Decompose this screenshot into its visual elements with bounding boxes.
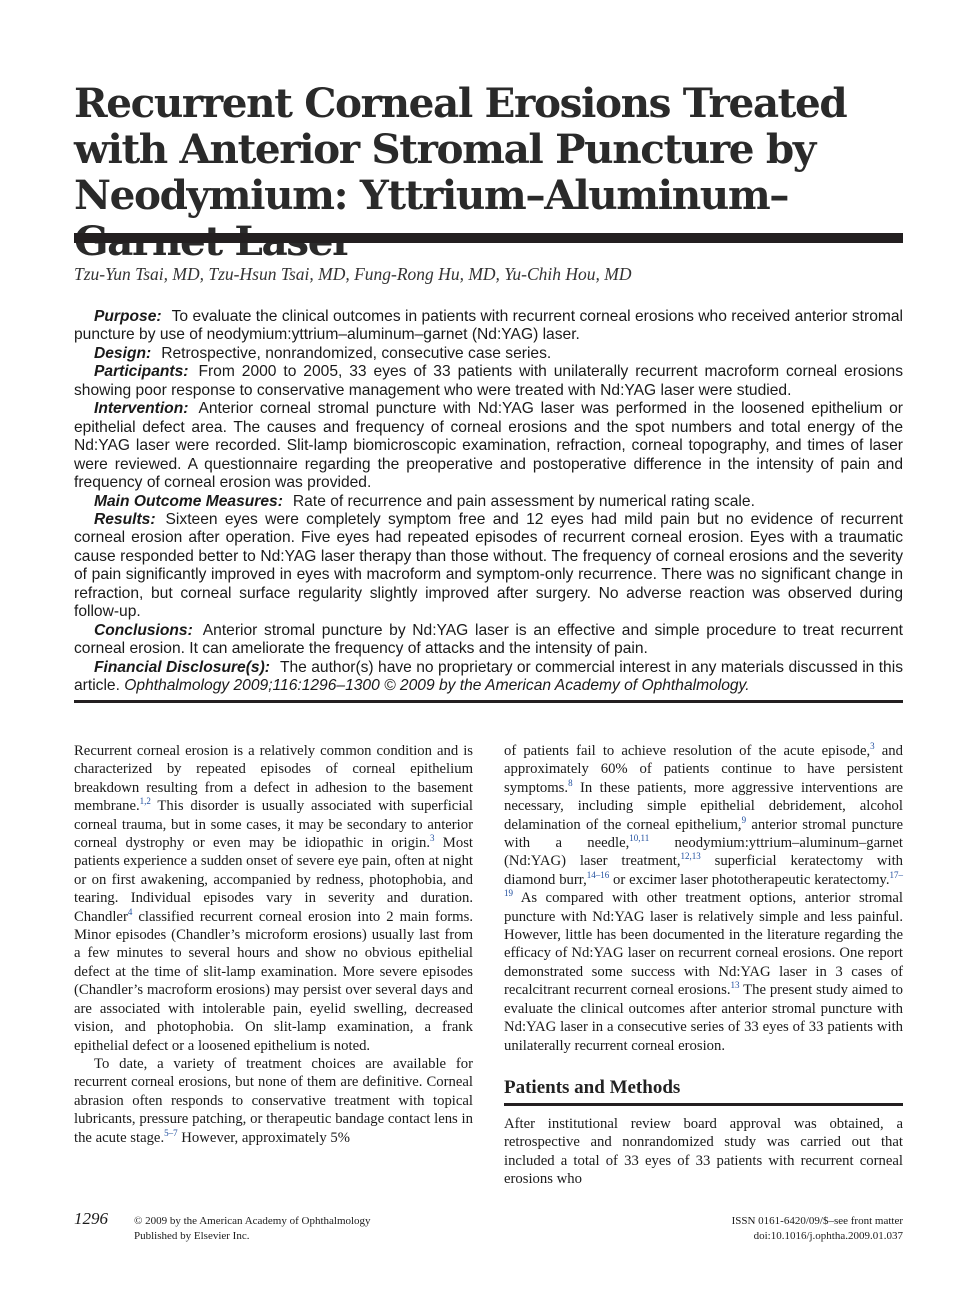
body-text: The present study aimed to evaluate the clinical outcomes after anterior stromal puncture with Nd:YAG laser in a consecutive series of 33 eyes of 33 patients with unilaterally recurrent corneal erosion. [504, 982, 904, 1054]
body-text: superficial keratectomy with diamond burr, [504, 853, 903, 888]
body-text: of patients fail to achieve resolution of the acute episode, [504, 743, 871, 759]
citation-ref[interactable]: 9 [741, 814, 747, 825]
intervention-text: Anterior corneal stromal puncture with Nd:YAG laser was performed in the loosened epithelium or epithelial defect area. The causes and frequency of corneal erosions and the spot numbers and total energy of the Nd:YAG laser were recorded. Slit-lamp biomicroscopic examination, refraction, corneal topography, and times of laser were reviewed. A questionnaire regarding the preoperative and postoperative difference in the intensity of pain and frequency of corneal erosion was provided. [74, 400, 903, 492]
body-text: In these patients, more aggressive interventions are necessary, including simple epithelial debridement, alcohol delamination of the corneal epithelium, [504, 779, 903, 833]
body-text: This disorder is usually associated with superficial corneal trauma, but in some cases, it may be secondary to anterior corneal dystrophy or even may be idiopathic in origin. [74, 798, 473, 852]
outcome-label: Main Outcome Measures: [94, 492, 283, 510]
abstract-purpose [74, 308, 903, 345]
body-text: However, approximately 5% [177, 1129, 350, 1146]
author-list: Tzu-Yun Tsai, MD, Tzu-Hsun Tsai, MD, Fung-Rong Hu, MD, Yu-Chih Hou, MD [74, 264, 632, 284]
abstract-disclosure [74, 659, 903, 696]
citation-ref[interactable]: 14–16 [586, 869, 610, 880]
body-text: Recurrent corneal erosion is a relatively common condition and is characterized by repeated episodes of corneal epithelium breakdown resulting from a defect in adhesion to the basement membrane. [74, 743, 473, 815]
body-text: To date, a variety of treatment choices are available for recurrent corneal erosions, but none of them are definitive. Corneal abrasion often responds to conservative treatment with topical lubricants, pressure patching, or therapeutic bandage contact lens in the acute stage. [74, 1055, 473, 1146]
body-column-left [74, 742, 473, 1147]
citation-ref[interactable]: 5–7 [164, 1127, 178, 1138]
footer-copyright-block [134, 1214, 371, 1244]
article-title: Recurrent Corneal Erosions Treated with Anterior Stromal Puncture by Neodymium: Yttrium–Aluminum– [74, 79, 847, 219]
results-label: Results: [94, 510, 156, 528]
abstract-rule [74, 700, 903, 703]
page-number: 1296 [74, 1209, 108, 1228]
citation-ref[interactable]: 17–19 [504, 869, 903, 899]
footer-identifiers [732, 1214, 903, 1244]
section-heading-patients-methods: Patients and Methods [504, 1076, 903, 1106]
abstract-results [74, 511, 903, 622]
methods-paragraph-1: After institutional review board approval was obtained, a retrospective and nonrandomized study was carried out that included a total of 33 eyes of 33 patients with recurrent corneal erosions who [504, 1115, 903, 1188]
body-text: and approximately 60% of patients continue to have persistent symptoms. [504, 743, 903, 796]
abstract-conclusions [74, 622, 903, 659]
footer-issn: ISSN 0161-6420/09/$–see front matter [731, 1215, 903, 1227]
purpose-label: Purpose: [94, 308, 162, 325]
citation-ref[interactable]: 4 [127, 906, 133, 917]
title-rule [74, 233, 903, 243]
intervention-label: Intervention: [94, 400, 189, 418]
disclosure-text: The author(s) have no proprietary or commercial interest in any materials discussed in this article. [74, 658, 903, 695]
results-text: Sixteen eyes were completely symptom free and 12 eyes had mild pain but no evidence of recurrent corneal erosion after operation. Five eyes had repeated episodes of recurrent corneal erosion. Eyes with a traumatic cause responded better to Nd:YAG laser therapy than those without. The frequency of corneal erosions and the severity of pain significantly improved in eyes with macroform and symptom-only recurrence. There was no significant change in refraction, but corneal surface regularity slightly improved after surgery. No adverse reaction was observed during follow-up. [74, 510, 903, 621]
citation-ref[interactable]: 3 [870, 741, 875, 751]
body-text: or excimer laser phototherapeutic keratectomy. [609, 871, 890, 888]
conclusions-text: Anterior stromal puncture by Nd:YAG laser is an effective and simple procedure to treat recurrent corneal erosion. It can ameliorate the frequency of attacks and the intensity of pain. [74, 621, 903, 658]
journal-citation: Ophthalmology 2009;116:1296–1300 © 2009 by the American Academy of Ophthalmology. [124, 677, 750, 695]
conclusions-label: Conclusions: [94, 621, 193, 639]
body-column-right [504, 742, 903, 1189]
design-text: Retrospective, nonrandomized, consecutive case series. [161, 344, 552, 362]
abstract-intervention [74, 400, 903, 492]
abstract [74, 308, 903, 696]
abstract-participants [74, 363, 903, 400]
body-text: As compared with other treatment options, anterior stromal puncture with Nd:YAG laser is relatively simple and less painful. However, little has been documented in the literature regarding the efficacy of Nd:YAG laser on recurrent corneal erosions. One report demonstrated some success with Nd:YAG laser in 3 cases of recalcitrant recurrent corneal erosions. [504, 890, 903, 999]
citation-ref[interactable]: 8 [568, 777, 573, 788]
citation-ref[interactable]: 3 [430, 833, 435, 844]
purpose-text: To evaluate the clinical outcomes in patients with recurrent corneal erosions who received anterior stromal puncture by use of neodymium:yttrium–aluminum–garnet (Nd:YAG) laser. [74, 308, 903, 344]
abstract-outcome [74, 493, 903, 511]
footer-copyright: © 2009 by the American Academy of Ophthalmology [134, 1215, 371, 1227]
abstract-design [74, 345, 903, 363]
footer-doi[interactable]: doi:10.1016/j.ophtha.2009.01.037 [753, 1230, 903, 1242]
intro-paragraph-continued [504, 742, 903, 1055]
participants-text: From 2000 to 2005, 33 eyes of 33 patients with unilaterally recurrent macroform corneal erosions showing poor response to conservative management who were treated with Nd:YAG laser were studied. [74, 363, 903, 399]
intro-paragraph-1 [74, 742, 473, 1055]
body-text: Most patients experience a sudden onset of severe eye pain, often at night or on first awakening, accompanied by redness, photophobia, and tearing. Individual episodes vary in severity and duration. Chandler [74, 835, 474, 925]
citation-ref[interactable]: 12,13 [680, 851, 701, 862]
body-text: anterior stromal puncture with a needle, [504, 816, 904, 852]
participants-label: Participants: [94, 363, 189, 381]
outcome-text: Rate of recurrence and pain assessment by numerical rating scale. [292, 492, 755, 510]
disclosure-label: Financial Disclosure(s): [94, 658, 270, 676]
citation-ref[interactable]: 10,11 [629, 833, 650, 844]
body-text: classified recurrent corneal erosion into 2 main forms. Minor episodes (Chandler’s microform erosions) usually last from a few minutes to several hours and show no obvious epithelial defect at the time of slit-lamp examination. More severe episodes (Chandler’s macroform erosions) may persist over several days and are associated with intolerable pain, eyelid swelling, decreased vision, and photophobia. On slit-lamp examination, a frank epithelial defect or a loosened epithelium is noted. [74, 908, 473, 1054]
intro-paragraph-2 [74, 1055, 473, 1147]
body-text: neodymium:yttrium–aluminum–garnet (Nd:YAG) laser treatment, [504, 835, 903, 870]
footer-publisher: Published by Elsevier Inc. [134, 1230, 250, 1242]
citation-ref[interactable]: 13 [730, 980, 740, 991]
design-label: Design: [94, 344, 152, 362]
citation-ref[interactable]: 1,2 [139, 796, 151, 807]
